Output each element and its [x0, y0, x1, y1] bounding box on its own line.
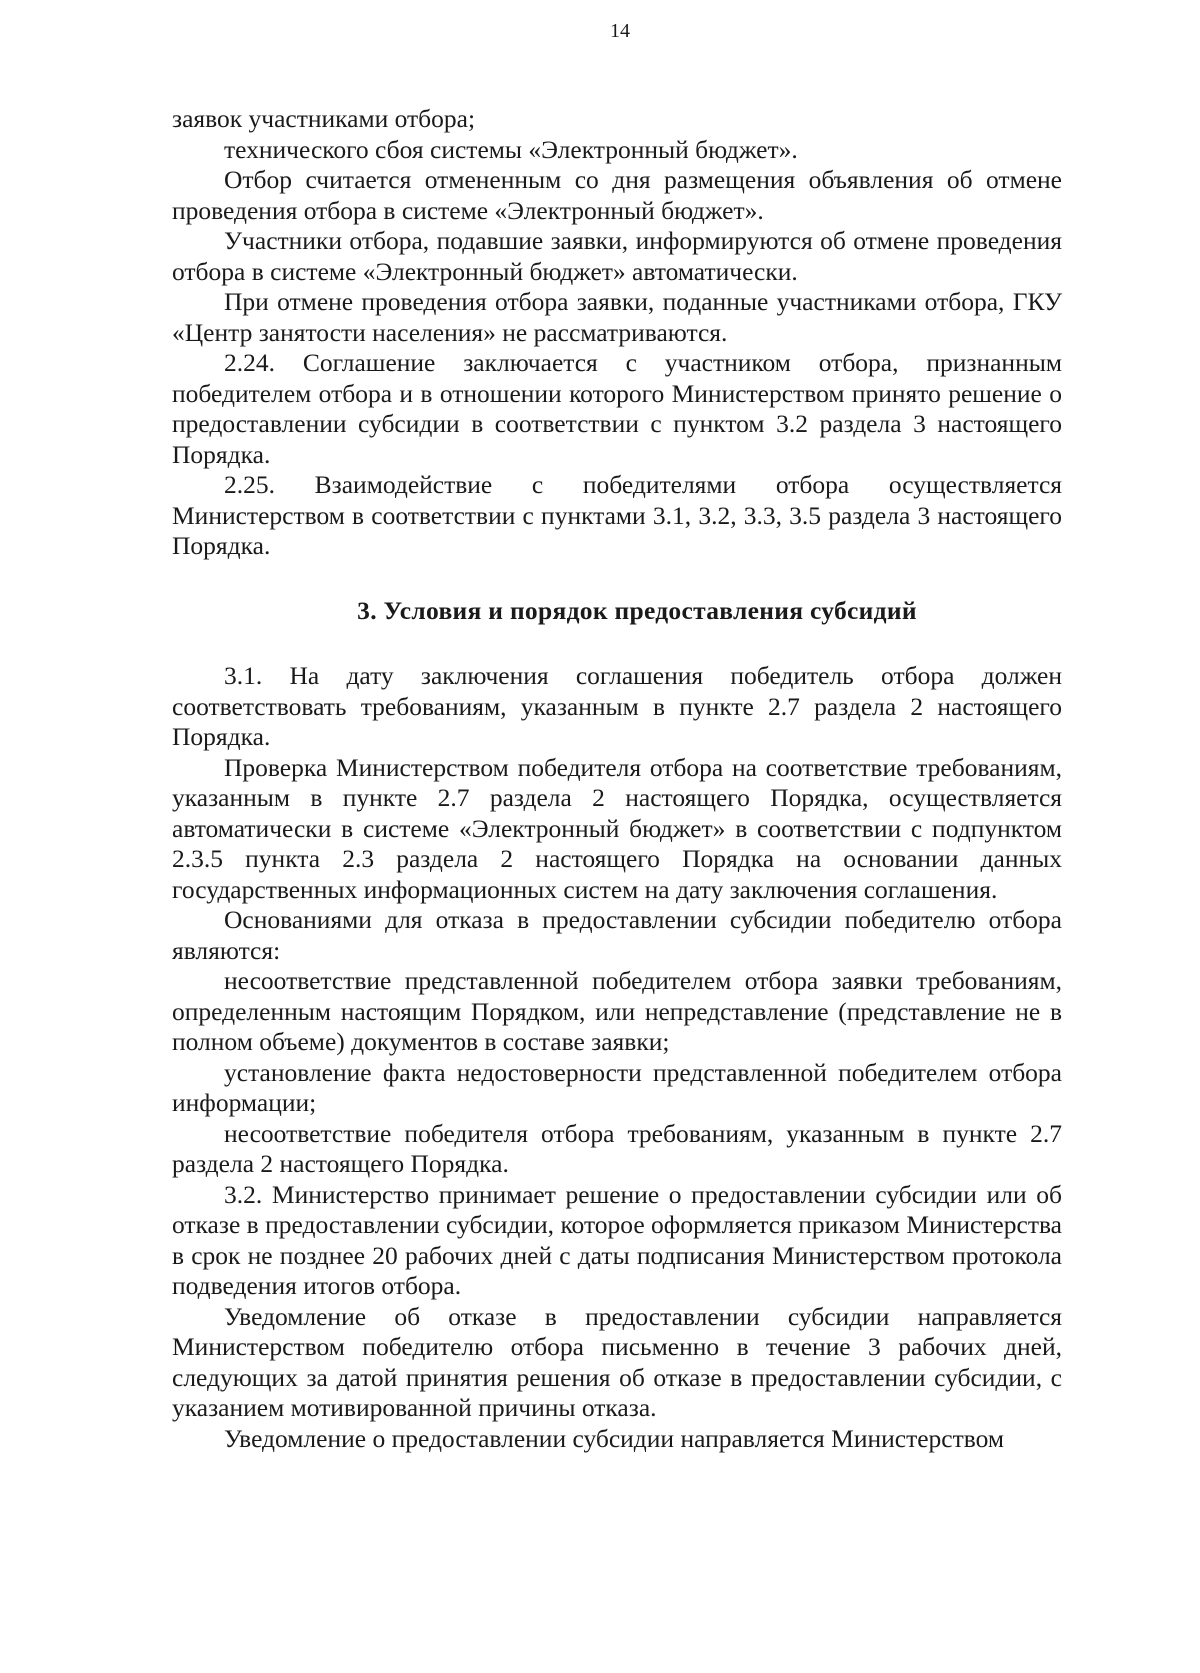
paragraph: заявок участниками отбора; — [172, 104, 476, 133]
list-item: установление факта недостоверности представленной победителем отбора информации; — [172, 1057, 1062, 1117]
list-item: несоответствие представленной победителем отбора заявки требованиям, определенным настоящим Порядком, или непредставление (представление не в полном объеме) документов в составе заявки; — [172, 966, 1062, 1056]
paragraph: технического сбоя системы «Электронный бюджет». — [224, 134, 798, 164]
page-number: 14 — [610, 20, 630, 42]
paragraph-2-25: 2.25. Взаимодействие с победителями отбора осуществляется Министерством в соответствии с пунктами 3.1, 3.2, 3.3, 3.5 раздела 3 настоящего Порядка. — [172, 470, 1062, 560]
document-body — [172, 104, 1062, 1454]
paragraph: Отбор считается отмененным со дня размещения объявления об отмене проведения отбора в системе «Электронный бюджет». — [172, 165, 1062, 225]
paragraph-3-1: 3.1. На дату заключения соглашения победитель отбора должен соответствовать требованиям, указанным в пункте 2.7 раздела 2 настоящего Порядка. — [172, 661, 1062, 751]
paragraph: Уведомление о предоставлении субсидии направляется Министерством — [224, 1423, 1005, 1453]
section-heading: 3. Условия и порядок предоставления субсидий — [357, 595, 917, 625]
paragraph-3-2: 3.2. Министерство принимает решение о предоставлении субсидии или об отказе в предоставлении субсидии, которое оформляется приказом Министерства в срок не позднее 20 рабочих дней с даты подписания Министерством протокола подведения итогов отбора. — [172, 1179, 1062, 1300]
paragraph: При отмене проведения отбора заявки, поданные участниками отбора, ГКУ «Центр занятости населения» не рассматриваются. — [172, 287, 1062, 347]
paragraph: Проверка Министерством победителя отбора на соответствие требованиям, указанным в пункте 2.7 раздела 2 настоящего Порядка, осуществляется автоматически в системе «Электронный бюджет» в соответствии с подпунктом 2.3.5 пункта 2.3 раздела 2 настоящего Порядка на основании данных государственных информационных систем на дату заключения соглашения. — [172, 752, 1062, 904]
paragraph: Основаниями для отказа в предоставлении субсидии победителю отбора являются: — [172, 905, 1062, 965]
list-item: несоответствие победителя отбора требованиям, указанным в пункте 2.7 раздела 2 настоящего Порядка. — [172, 1118, 1062, 1178]
paragraph: Уведомление об отказе в предоставлении субсидии направляется Министерством победителю отбора письменно в течение 3 рабочих дней, следующих за датой принятия решения об отказе в предоставлении субсидии, с указанием мотивированной причины отказа. — [172, 1301, 1062, 1422]
paragraph-2-24: 2.24. Соглашение заключается с участником отбора, признанным победителем отбора и в отношении которого Министерством принято решение о предоставлении субсидии в соответствии с пунктом 3.2 раздела 3 настоящего Порядка. — [172, 348, 1062, 469]
paragraph: Участники отбора, подавшие заявки, информируются об отмене проведения отбора в системе «Электронный бюджет» автоматически. — [172, 226, 1062, 286]
